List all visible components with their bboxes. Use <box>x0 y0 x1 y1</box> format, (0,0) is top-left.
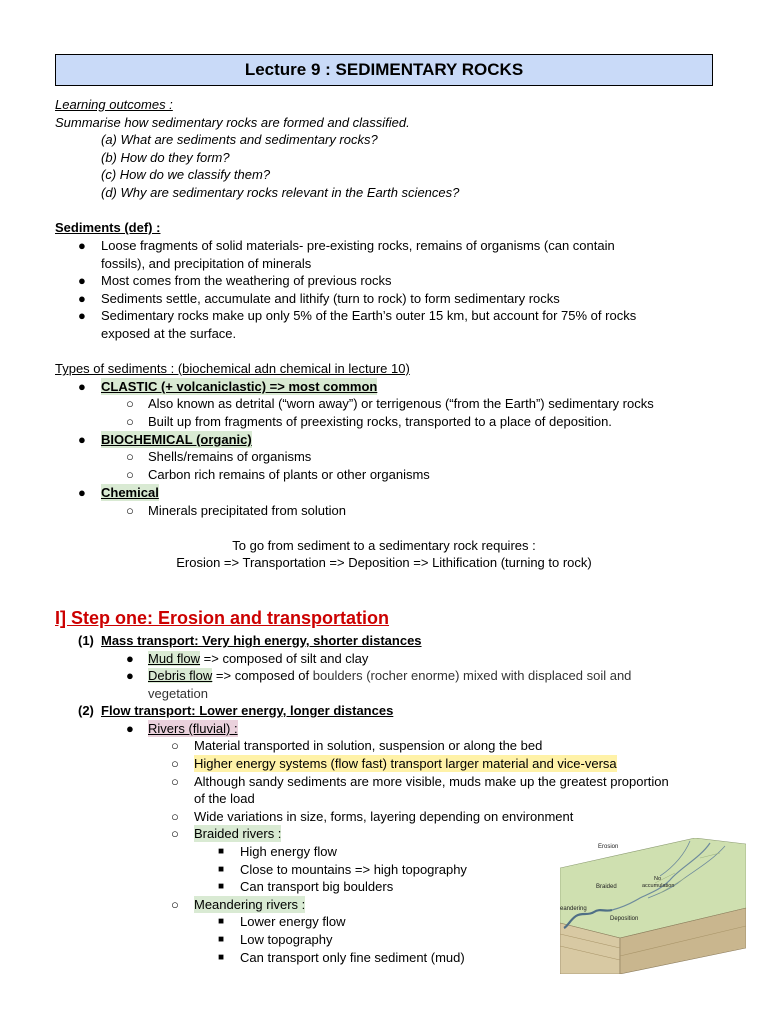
bullet-square-icon: ■ <box>218 952 225 963</box>
sediments-bullet-cont: exposed at the surface. <box>101 326 237 341</box>
braided-rivers-label: Braided rivers : <box>194 826 282 841</box>
mass-transport-heading: Mass transport: Very high energy, shorter distances <box>101 633 422 648</box>
sediments-bullet: Sedimentary rocks make up only 5% of the Earth’s outer 15 km, but account for 75% of rocks <box>101 308 637 323</box>
bullet-circle-icon: ○ <box>126 414 134 429</box>
bullet-circle-icon: ○ <box>126 396 134 411</box>
bio-sub: Shells/remains of organisms <box>148 449 312 464</box>
sediments-bullet: Most comes from the weathering of previous rocks <box>101 273 392 288</box>
meandering-item: Lower energy flow <box>240 914 346 929</box>
debris-flow-term: Debris flow <box>148 668 213 683</box>
bullet-square-icon: ■ <box>218 846 225 857</box>
debris-flow-cont: vegetation <box>148 686 208 701</box>
river-system-illustration <box>560 838 746 974</box>
bullet-dot-icon: ● <box>126 651 134 666</box>
bullet-circle-icon: ○ <box>171 738 179 753</box>
bullet-dot-icon: ● <box>126 668 134 683</box>
rivers-label: Rivers (fluvial) : <box>148 721 238 736</box>
mud-flow-desc: => composed of silt and clay <box>200 651 369 666</box>
bullet-dot-icon: ● <box>78 308 86 323</box>
bullet-dot-icon: ● <box>126 721 134 736</box>
meandering-item: Can transport only fine sediment (mud) <box>240 950 465 965</box>
bullet-dot-icon: ● <box>78 291 86 306</box>
sediments-bullet: Sediments settle, accumulate and lithify (turn to rock) to form sedimentary rocks <box>101 291 560 306</box>
process-chain: Erosion => Transportation => Deposition => Lithification (turning to rock) <box>176 555 592 570</box>
bullet-square-icon: ■ <box>218 916 225 927</box>
bullet-circle-icon: ○ <box>171 774 179 789</box>
mass-transport-number: (1) <box>78 633 94 648</box>
biochemical-label: BIOCHEMICAL (organic) <box>101 432 252 447</box>
bullet-dot-icon: ● <box>78 379 86 394</box>
flow-transport-heading: Flow transport: Lower energy, longer distances <box>101 703 394 718</box>
bio-sub: Carbon rich remains of plants or other organisms <box>148 467 430 482</box>
learning-outcome-item: (d) Why are sedimentary rocks relevant in the Earth sciences? <box>101 185 460 200</box>
bullet-square-icon: ■ <box>218 881 225 892</box>
mud-flow-item <box>148 650 368 667</box>
page-title: Lecture 9 : SEDIMENTARY ROCKS <box>244 60 524 79</box>
braided-item: Can transport big boulders <box>240 879 394 894</box>
learning-outcome-item: (c) How do we classify them? <box>101 167 271 182</box>
bullet-square-icon: ■ <box>218 934 225 945</box>
figure-label-braided: Braided <box>596 884 617 890</box>
lecture-title-box <box>55 54 713 86</box>
braided-item: High energy flow <box>240 844 337 859</box>
bullet-circle-icon: ○ <box>171 897 179 912</box>
debris-flow-desc: => composed of <box>212 668 313 683</box>
process-intro: To go from sediment to a sedimentary rock requires : <box>232 538 536 553</box>
debris-flow-item <box>148 667 631 684</box>
rivers-sub-cont: of the load <box>194 791 255 806</box>
clastic-sub: Built up from fragments of preexisting rocks, transported to a place of deposition. <box>148 414 612 429</box>
rivers-sub: Material transported in solution, suspension or along the bed <box>194 738 543 753</box>
bullet-dot-icon: ● <box>78 485 86 500</box>
bullet-circle-icon: ○ <box>171 809 179 824</box>
figure-label-accumulation: accumulation <box>642 883 675 889</box>
meandering-item: Low topography <box>240 932 333 947</box>
sediments-bullet: Loose fragments of solid materials- pre-existing rocks, remains of organisms (can contain <box>101 238 615 253</box>
debris-flow-desc-2: boulders (rocher enorme) mixed with displaced soil and <box>312 668 632 683</box>
bullet-circle-icon: ○ <box>171 756 179 771</box>
braided-item: Close to mountains => high topography <box>240 862 467 877</box>
types-heading: Types of sediments : (biochemical adn chemical in lecture 10) <box>55 361 410 376</box>
figure-label-meandering: eandering <box>560 906 587 912</box>
sediments-bullet-cont: fossils), and precipitation of minerals <box>101 256 312 271</box>
bullet-dot-icon: ● <box>78 432 86 447</box>
bullet-square-icon: ■ <box>218 864 225 875</box>
figure-label-deposition: Deposition <box>610 916 639 922</box>
sediments-heading: Sediments (def) : <box>55 220 161 235</box>
bullet-dot-icon: ● <box>78 273 86 288</box>
chemical-label: Chemical <box>101 485 159 500</box>
figure-label-no: No <box>654 876 662 882</box>
flow-transport-number: (2) <box>78 703 94 718</box>
meandering-rivers-label: Meandering rivers : <box>194 897 306 912</box>
mud-flow-term: Mud flow <box>148 651 201 666</box>
learning-outcome-item: (b) How do they form? <box>101 150 230 165</box>
learning-outcomes-heading: Learning outcomes : <box>55 97 173 112</box>
rivers-sub: Wide variations in size, forms, layering depending on environment <box>194 809 574 824</box>
chem-sub: Minerals precipitated from solution <box>148 503 346 518</box>
bullet-dot-icon: ● <box>78 238 86 253</box>
bullet-circle-icon: ○ <box>126 467 134 482</box>
section-heading-step-one: I] Step one: Erosion and transportation <box>55 608 390 628</box>
bullet-circle-icon: ○ <box>126 449 134 464</box>
rivers-sub: Although sandy sediments are more visible, muds make up the greatest proportion <box>194 774 669 789</box>
bullet-circle-icon: ○ <box>171 826 179 841</box>
learning-outcome-item: (a) What are sediments and sedimentary rocks? <box>101 132 378 147</box>
rivers-sub-highlight: Higher energy systems (flow fast) transport larger material and vice-versa <box>194 756 617 771</box>
figure-label-erosion: Erosion <box>598 844 619 850</box>
learning-outcomes-intro: Summarise how sedimentary rocks are formed and classified. <box>55 115 410 130</box>
clastic-label: CLASTIC (+ volcaniclastic) => most common <box>101 379 378 394</box>
clastic-sub: Also known as detrital (“worn away”) or terrigenous (“from the Earth”) sedimentary rocks <box>148 396 654 411</box>
bullet-circle-icon: ○ <box>126 503 134 518</box>
